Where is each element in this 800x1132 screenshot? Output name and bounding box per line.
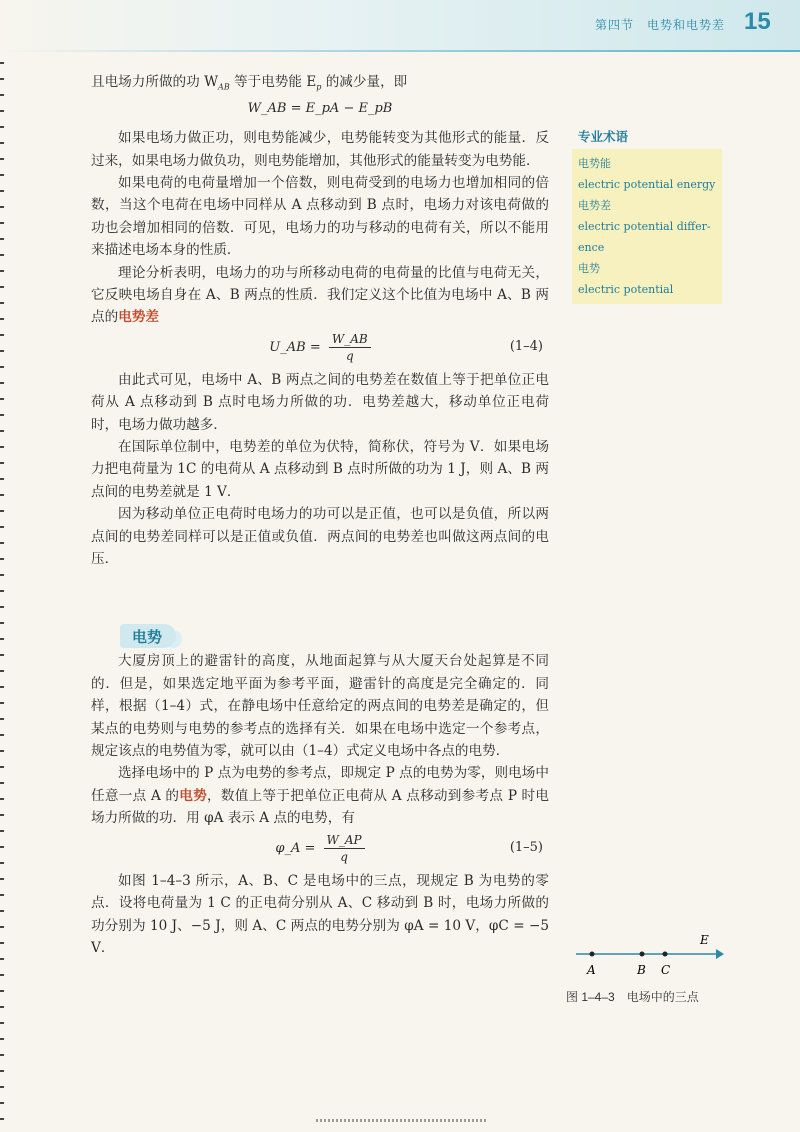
term-potential: 电势 [179,787,208,804]
paragraph: 在国际单位制中，电势差的单位为伏特，简称伏，符号为 V．如果电场力把电荷量为 1C 的电荷从 A 点移动到 B 点时所做的功为 1 J，则 A、B 两点间的电势差就是 1 V． [91,439,549,500]
figure-caption: 图 1–4–3 电场中的三点 [566,990,699,1004]
paragraph: 因为移动单位正电荷时电场力的功可以是正值，也可以是负值，所以两点间的电势差同样可以是正值或负值．两点间的电势差也叫做这两点间的电压． [91,506,549,568]
paragraph: 且电场力所做的功 $W_{AB}$ 等于电势能 $E_p$ 的减少量，即 [91,74,408,92]
field-label: E [700,933,709,947]
page-number: 15 [744,8,771,35]
equation-1-5: φ_A = $\frac{W\_AP}{q}$ (1–5) [275,832,543,864]
term-potential-difference: 电势差 [118,309,159,326]
glossary-term-en: electric potential energy [578,178,716,191]
bottom-decoration [316,1119,486,1122]
equation-number: (1–4) [509,338,543,354]
glossary-term-zh: 电势差 [578,199,611,212]
paragraph: 理论分析表明，电场力的功与所移动电荷的电荷量的比值与电荷无关，它反映电场自身在 A、B 两点的性质．我们定义这个比值为电场中 A、B 两点的电势差 [91,264,549,326]
arrow-head-icon [716,949,724,959]
paragraph: 选择电场中的 P 点为电势的参考点，即规定 P 点的电势为零，则电场中任意一点 A 的电势，数值上等于把单位正电荷从 A 点移动到参考点 P 时电场力所做的功．用 φA 表示 A 点的电势，有 [91,765,550,827]
point-c [663,952,668,957]
paragraph: 由此式可见，电场中 A、B 两点之间的电势差在数值上等于把单位正电荷从 A 点移动到 B 点时电场力所做的功．电势差越大，移动单位正电荷时，电场力做功越多． [91,371,549,433]
glossary-term-zh: 电势 [578,262,600,275]
paragraph: 大厦房顶上的避雷针的高度，从地面起算与从大厦天台处起算是不同的．但是，如果选定地平面为参考平面，避雷针的高度是完全确定的．同样，根据（1–4）式，在静电场中任意给定的两点间的电势差是确定的，但某点的电势则与电势的参考点的选择有关．如果在电场中选定一个参考点，规定该点的电势值为零，就可以由（1–4）式定义电场中各点的电势． [91,653,549,760]
subheading-potential: 电势 [120,624,176,648]
point-label: B [637,963,646,977]
point-label: A [587,963,596,977]
glossary-list [572,149,722,304]
main-text [91,71,549,959]
field-line-diagram [566,930,736,980]
equation-work-energy: W_AB = E_pA − E_pB [247,101,393,117]
glossary-sidebar [572,127,722,304]
point-a [590,952,595,957]
point-label: C [661,963,671,977]
point-b [640,952,645,957]
glossary-term-zh: 电势能 [578,157,611,170]
figure-three-points [566,930,736,1020]
glossary-term-en: electric potential differ-ence [578,220,711,254]
glossary-title: 专业术语 [578,129,629,144]
glossary-term-en: electric potential [578,283,674,296]
paragraph: 如图 1–4–3 所示，A、B、C 是电场中的三点，现规定 B 为电势的零点．设将电荷量为 1 C 的正电荷分别从 A、C 移动到 B 时，电场力所做的功分别为 10 J、−5 J，则 A、C 两点的电势分别为 φA = 10 V，φC = −5 V． [91,872,549,956]
paragraph: 如果电荷的电荷量增加一个倍数，则电荷受到的电场力也增加相同的倍数，当这个电荷在电场中同样从 A 点移动到 B 点时，电场力对该电荷做的功也会增加相同的倍数．可见，电场力的功与移动的电荷有关，所以不能用来描述电场本身的性质． [91,174,549,259]
page-edge-binding [0,0,4,1132]
section-title: 第四节 电势和电势差 [595,18,726,32]
paragraph: 如果电场力做正功，则电势能减少，电势能转变为其他形式的能量．反过来，如果电场力做负功，则电势能增加，其他形式的能量转变为电势能． [91,130,549,169]
equation-number: (1–5) [509,839,543,855]
equation-1-4: U_AB = $\frac{W\_AB}{q}$ (1–4) [269,331,543,363]
